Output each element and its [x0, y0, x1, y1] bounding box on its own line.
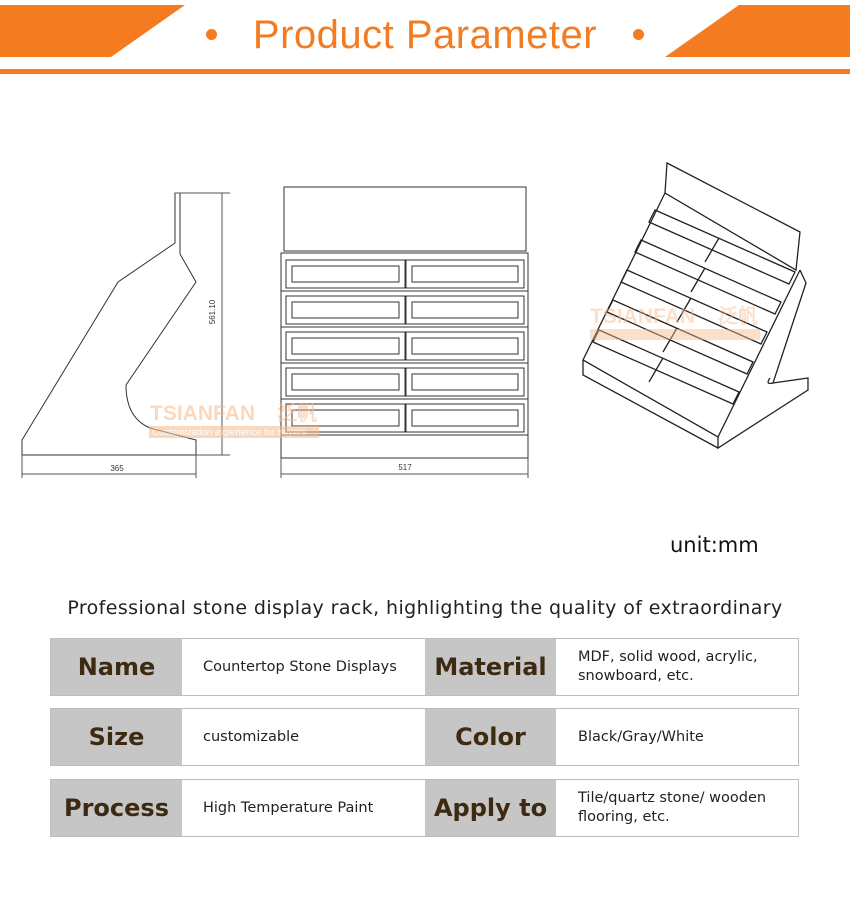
technical-drawing: [0, 150, 850, 490]
spec-value: Tile/quartz stone/ wooden flooring, etc.: [578, 790, 767, 825]
spec-label: Color: [425, 709, 556, 765]
front-width-label: 517: [398, 463, 412, 472]
side-height-label: 561.10: [208, 299, 217, 325]
spec-label: Name: [51, 639, 182, 695]
tagline: Professional stone display rack, highlighting the quality of extraordinary: [67, 597, 783, 619]
spec-value: MDF, solid wood, acrylic, snowboard, etc.: [578, 649, 758, 684]
page-title: Product Parameter: [252, 13, 598, 57]
shelf-inner: [412, 410, 518, 426]
shelf-slot: [406, 332, 524, 360]
iso-tray: [635, 240, 781, 314]
side-width-label: 365: [110, 464, 124, 473]
shelf-inner: [292, 266, 399, 282]
spec-value: Black/Gray/White: [578, 728, 704, 745]
unit-label: unit:mm: [670, 533, 759, 557]
shelf-slot: [406, 296, 524, 324]
shelf-slot: [286, 332, 405, 360]
shelf-inner: [292, 374, 399, 390]
watermark-chinese-2: 泛帆: [718, 306, 758, 328]
spec-value: Countertop Stone Displays: [203, 658, 397, 675]
shelf-inner: [292, 302, 399, 318]
shelf-slot: [286, 260, 405, 288]
iso-divider: [691, 268, 705, 292]
shelf-inner: [412, 302, 518, 318]
spec-value: customizable: [203, 728, 300, 745]
page-title-row: [0, 10, 850, 60]
spec-label: Process: [51, 780, 182, 836]
watermark-text-2: TSIANFAN: [590, 305, 695, 328]
spec-row: [50, 779, 799, 837]
shelf-slot: [406, 404, 524, 432]
spec-value: High Temperature Paint: [203, 799, 374, 816]
shelf-inner: [412, 374, 518, 390]
watermark-logo-2: [590, 304, 760, 340]
spec-row: [50, 638, 799, 696]
watermark-logo: [149, 401, 319, 438]
shelf-inner: [292, 338, 399, 354]
shelf-inner: [412, 266, 518, 282]
title-bullet-left: [206, 29, 217, 40]
shelf-slot: [406, 260, 524, 288]
watermark-chinese: 泛帆: [277, 403, 317, 425]
header-underline: [0, 69, 850, 74]
spec-label: Size: [51, 709, 182, 765]
header-banner: [0, 0, 850, 76]
spec-label: Material: [425, 639, 556, 695]
iso-tray: [649, 210, 795, 284]
shelf-slot: [286, 296, 405, 324]
title-bullet-right: [633, 29, 644, 40]
iso-divider: [649, 358, 663, 382]
watermark-subtitle: Customization experience for buyers: [152, 427, 307, 438]
shelf-slot: [406, 368, 524, 396]
shelf-slot: [286, 368, 405, 396]
spec-label: Apply to: [425, 780, 556, 836]
watermark-text: TSIANFAN: [150, 402, 255, 425]
spec-row: [50, 708, 799, 766]
iso-divider: [705, 238, 719, 262]
shelf-inner: [412, 338, 518, 354]
